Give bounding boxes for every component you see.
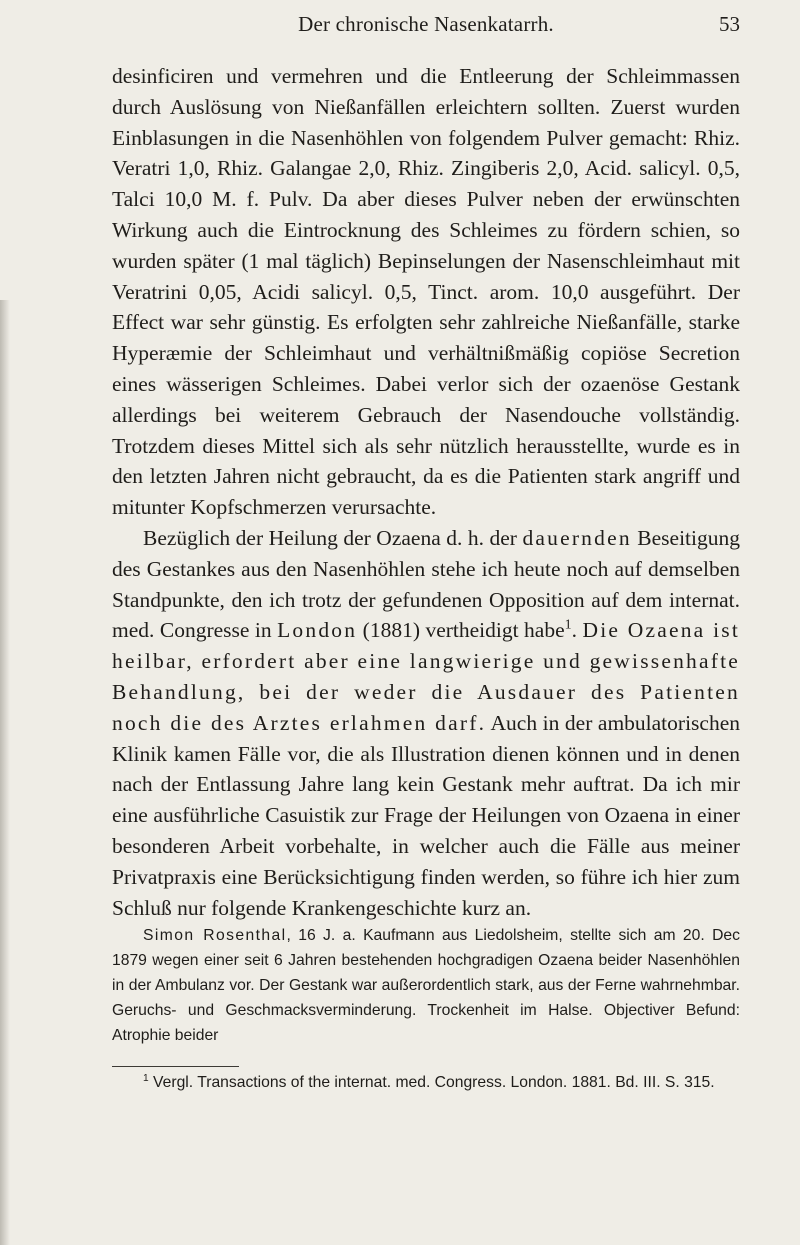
footnote-divider: [112, 1066, 239, 1067]
paragraph-1: desinficiren und vermehren und die Entleerung der Schleimmassen durch Auslösung von Nießanfällen erleichtern sollten. Zuerst wurden Einblasungen in die Nasenhöhlen von folgendem Pulver gemacht: Rhiz. Veratri 1,0, Rhiz. Galangae 2,0, Rhiz. Zingiberis 2,0, Acid. salicyl. 0,5, Talci 10,0 M. f. Pulv. Da aber dieses Pulver neben der erwünschten Wirkung auch die Eintrocknung des Schleimes zu fördern schien, so wurden später (1 mal täglich) Bepinselungen der Nasenschleimhaut mit Veratrini 0,05, Acidi salicyl. 0,5, Tinct. arom. 10,0 ausgeführt. Der Effect war sehr günstig. Es erfolgten sehr zahlreiche Nießanfälle, starke Hyperæmie der Schleimhaut und verhältnißmäßig copiöse Secretion eines wässerigen Schleimes. Dabei verlor sich der ozaenöse Gestank allerdings bei weiterem Gebrauch der Nasendouche vollständig. Trotzdem dieses Mittel sich als sehr nützlich herausstellte, wurde es in den letzten Jahren nicht gebraucht, da es die Patienten stark angriff und mitunter Kopfschmerzen verursachte.: [112, 64, 740, 520]
running-header: [112, 10, 740, 44]
paragraph-2-text-3: (1881) vertheidigt habe: [357, 618, 565, 643]
running-title: Der chronische Nasenkatarrh.: [298, 12, 554, 36]
footnote-text: Vergl. Transactions of the internat. med. Congress. London. 1881. Bd. III. S. 315.: [148, 1074, 715, 1092]
paragraph-2-text-2: Beseitigung des Gestankes aus den Nasenhöhlen stehe ich heute noch auf demselben Standpunkte, den ich trotz der gefundenen Opposition auf dem internat. med. Congresse in: [112, 525, 740, 643]
footnote-marker: 1: [143, 1073, 149, 1085]
paragraph-2-text-4: .: [571, 618, 583, 643]
paragraph-2-text-5: Auch in der ambulatorischen Klinik kamen Fälle vor, die als Illustration dienen können und in denen nach der Entlassung Jahre lang kein Gestank mehr auftrat. Da ich mir eine ausführliche Casuistik zur Frage der Heilungen von Ozaena in einer besonderen Arbeit vorbehalte, in welcher auch die Fälle aus meiner Privatpraxis eine Berücksichtigung finden werden, so führe ich hier zum Schluß nur folgende Krankengeschichte kurz an.: [112, 710, 740, 920]
patient-name: Simon Rosenthal: [143, 927, 287, 945]
paragraph-2: [112, 523, 740, 923]
page-body: [112, 61, 740, 1095]
footnote-reference: 1: [564, 617, 572, 633]
paragraph-2-text-1: Bezüglich der Heilung der Ozaena d. h. der: [143, 525, 523, 550]
emphasis-london: London: [277, 618, 358, 643]
case-report-text: , 16 J. a. Kaufmann aus Liedolsheim, stellte sich am 20. Dec 1879 wegen einer seit 6 Jahren bestehenden hochgradigen Ozaena beider Nasenhöhlen in der Ambulanz vor. Der Gestank war außerordentlich stark, aus der Ferne wahrnehmbar. Geruchs- und Geschmacksverminderung. Trockenheit im Halse. Objectiver Befund: Atrophie beider: [112, 927, 740, 1045]
footnote: [112, 1071, 740, 1095]
emphasis-thesis: Die Ozaena ist heilbar, erfordert aber eine langwierige und gewissenhafte Behandlung, bei der weder die Ausdauer des Patienten noch die des Arztes erlahmen darf.: [112, 618, 741, 735]
page-edge-shadow: [0, 300, 10, 1245]
case-report: [112, 923, 740, 1048]
emphasis-dauernden: dauernden: [522, 525, 632, 550]
page-number: 53: [719, 12, 740, 36]
